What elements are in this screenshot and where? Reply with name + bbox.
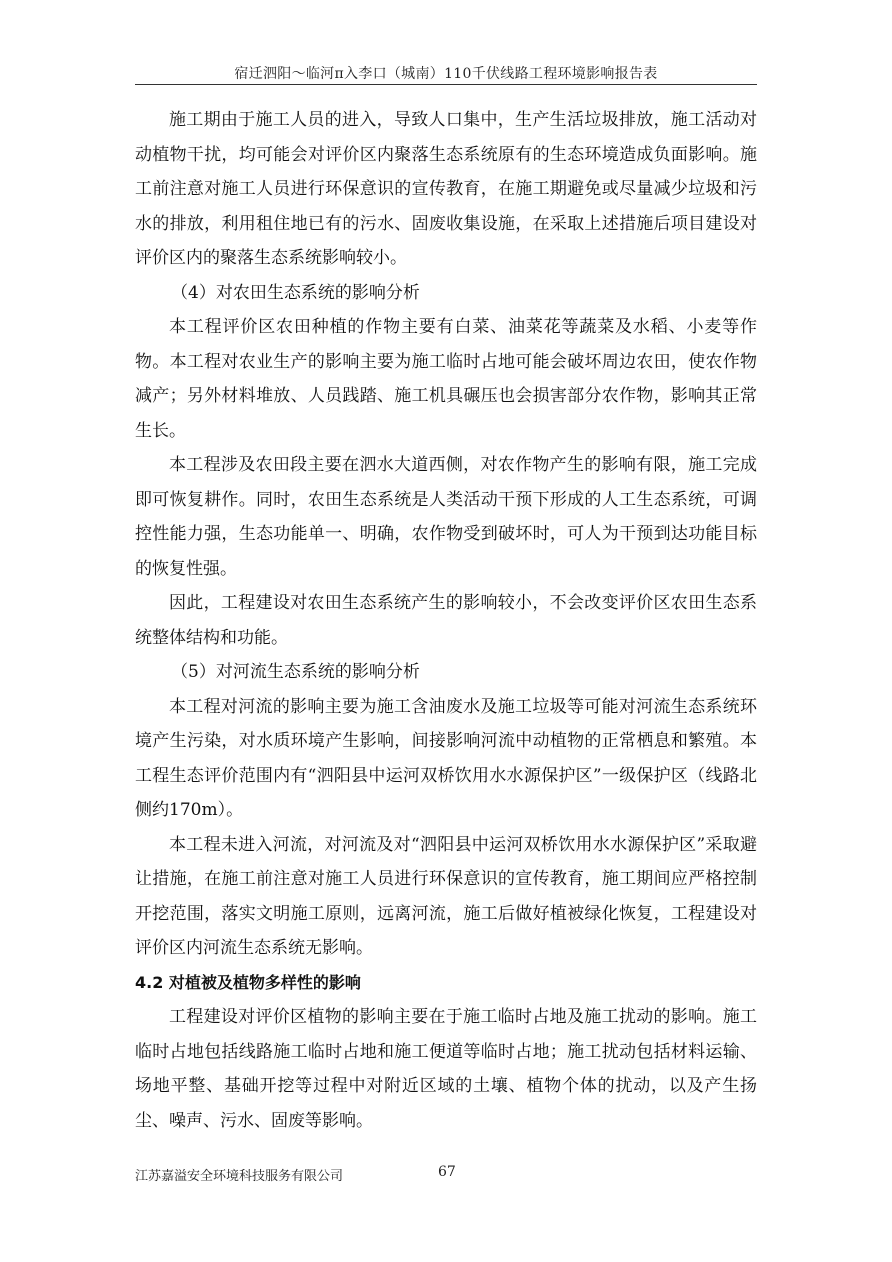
paragraph-farmland-conclusion: 因此，工程建设对农田生态系统产生的影响较小，不会改变评价区农田生态系统整体结构和功能。 bbox=[135, 593, 757, 648]
section-heading-vegetation: 4.2 对植被及植物多样性的影响 bbox=[135, 972, 361, 992]
paragraph-farmland-recovery: 本工程涉及农田段主要在泗水大道西侧，对农作物产生的影响有限，施工完成即可恢复耕作。同时，农田生态系统是人类活动干预下形成的人工生态系统，可调控性能力强，生态功能单一、明确，农作物受到破坏时，可人为干预到达功能目标的恢复性强。 bbox=[135, 455, 757, 579]
paragraph-settlement-impact: 施工期由于施工人员的进入，导致人口集中，生产生活垃圾排放，施工活动对动植物干扰，均可能会对评价区内聚落生态系统原有的生态环境造成负面影响。施工前注意对施工人员进行环保意识的宣传教育，在施工期避免或尽量减少垃圾和污水的排放，利用租住地已有的污水、固废收集设施，在采取上述措施后项目建设对评价区内的聚落生态系统影响较小。 bbox=[135, 110, 757, 268]
running-header-title: 宿迁泗阳～临河π入李口（城南）110千伏线路工程环境影响报告表 bbox=[234, 66, 658, 82]
subheading-river-ecosystem: （5）对河流生态系统的影响分析 bbox=[171, 662, 420, 682]
subheading-farmland-ecosystem: （4）对农田生态系统的影响分析 bbox=[171, 282, 420, 303]
header-divider bbox=[135, 84, 757, 85]
page-number: 67 bbox=[438, 1164, 456, 1180]
footer-company-name: 江苏嘉溢安全环境科技服务有限公司 bbox=[135, 1169, 344, 1184]
paragraph-river-measures: 本工程未进入河流，对河流及对“泗阳县中运河双桥饮用水水源保护区”采取避让措施，在施工前注意对施工人员进行环保意识的宣传教育，施工期间应严格控制开挖范围，落实文明施工原则，远离河流，施工后做好植被绿化恢复，工程建设对评价区内河流生态系统无影响。 bbox=[135, 834, 757, 958]
paragraph-farmland-crops: 本工程评价区农田种植的作物主要有白菜、油菜花等蔬菜及水稻、小麦等作物。本工程对农业生产的影响主要为施工临时占地可能会破坏周边农田，使农作物减产；另外材料堆放、人员践踏、施工机具碾压也会损害部分农作物，影响其正常生长。 bbox=[135, 317, 757, 441]
paragraph-river-impact: 本工程对河流的影响主要为施工含油废水及施工垃圾等可能对河流生态系统环境产生污染，对水质环境产生影响，间接影响河流中动植物的正常栖息和繁殖。本工程生态评价范围内有“泗阳县中运河双桥饮用水水源保护区”一级保护区（线路北侧约170m）。 bbox=[135, 696, 757, 820]
paragraph-vegetation-impact: 工程建设对评价区植物的影响主要在于施工临时占地及施工扰动的影响。施工临时占地包括线路施工临时占地和施工便道等临时占地；施工扰动包括材料运输、场地平整、基础开挖等过程中对附近区域的土壤、植物个体的扰动，以及产生扬尘、噪声、污水、固废等影响。 bbox=[135, 1007, 757, 1131]
page-body bbox=[135, 103, 757, 1138]
